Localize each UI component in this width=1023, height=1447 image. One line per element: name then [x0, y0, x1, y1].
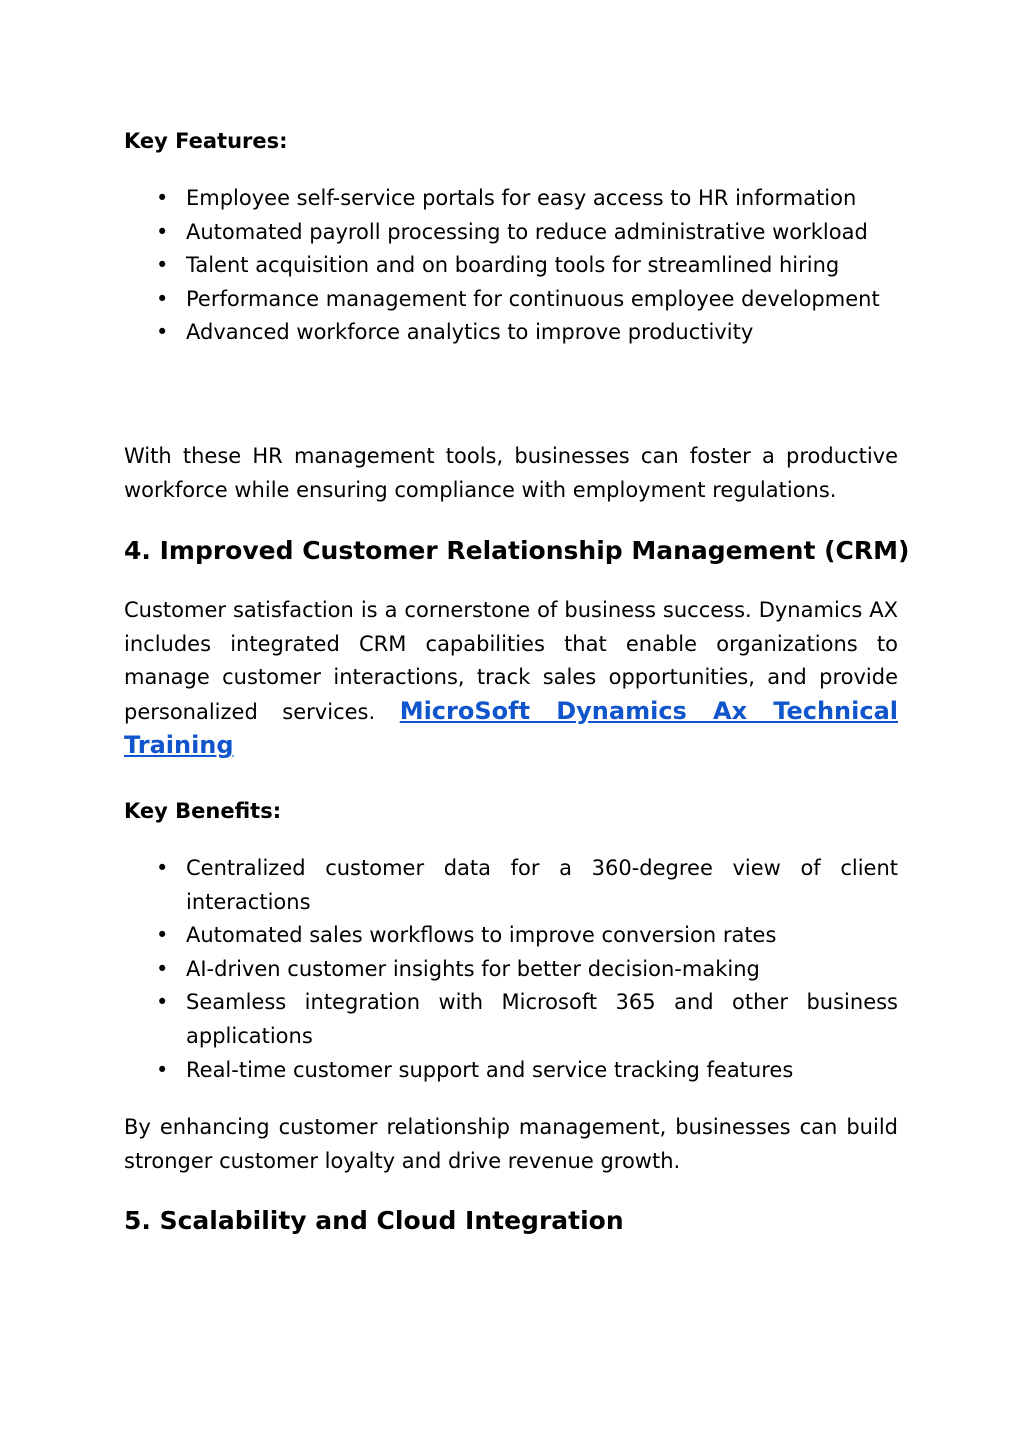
list-item-text: Automated sales workflows to improve conversion rates — [186, 923, 777, 948]
list-item-text: Centralized customer data for a 360-degree view of client interactions — [186, 856, 898, 914]
bullet-icon: • — [156, 219, 169, 244]
list-item — [124, 1054, 898, 1088]
bullet-icon: • — [156, 856, 169, 880]
key-features-list — [124, 182, 898, 350]
hr-summary-paragraph: With these HR management tools, businesses can foster a productive workforce while ensuring compliance with employment regulations. — [124, 444, 898, 502]
bullet-icon: • — [156, 990, 169, 1015]
list-item-text: AI-driven customer insights for better decision-making — [186, 956, 760, 981]
dynamics-ax-training-link[interactable]: MicroSoft Dynamics Ax Technical Training — [124, 696, 899, 760]
key-benefits-label: Key Benefits: — [124, 799, 282, 823]
list-item-text: Talent acquisition and on boarding tools for streamlined hiring — [186, 253, 840, 278]
list-item-text: Employee self-service portals for easy access to HR information — [186, 186, 857, 210]
list-item — [124, 852, 898, 919]
list-item — [124, 182, 898, 216]
bullet-icon: • — [156, 253, 169, 278]
bullet-icon: • — [156, 956, 169, 981]
list-item-text: Automated payroll processing to reduce administrative workload — [186, 219, 868, 244]
list-item-text: Real-time customer support and service tracking features — [186, 1057, 794, 1082]
key-benefits-list — [124, 852, 898, 1087]
bullet-icon: • — [156, 286, 169, 311]
bullet-icon: • — [156, 1057, 169, 1082]
bullet-icon: • — [156, 186, 169, 210]
crm-paragraph-text: Customer satisfaction is a cornerstone of business success. Dynamics AX includes integrated CRM capabilities that enable organizations to manage customer interactions, track sales opportunities, and provide personalized services. — [124, 598, 898, 724]
crm-paragraph — [124, 594, 898, 764]
list-item — [124, 986, 898, 1053]
bullet-icon: • — [156, 320, 169, 345]
list-item — [124, 283, 898, 317]
section-4-heading: 4. Improved Customer Relationship Management (CRM) — [124, 536, 910, 565]
bullet-icon: • — [156, 923, 169, 948]
list-item-text: Advanced workforce analytics to improve productivity — [186, 320, 754, 345]
list-item — [124, 953, 898, 987]
list-item — [124, 919, 898, 953]
list-item-text: Seamless integration with Microsoft 365 and other business applications — [186, 990, 898, 1048]
list-item-text: Performance management for continuous employee development — [186, 286, 880, 311]
list-item — [124, 216, 898, 250]
key-features-label: Key Features: — [124, 129, 288, 153]
list-item — [124, 249, 898, 283]
crm-summary-paragraph: By enhancing customer relationship management, businesses can build stronger customer loyalty and drive revenue growth. — [124, 1115, 898, 1173]
list-item — [124, 316, 898, 350]
section-5-heading: 5. Scalability and Cloud Integration — [124, 1206, 624, 1235]
